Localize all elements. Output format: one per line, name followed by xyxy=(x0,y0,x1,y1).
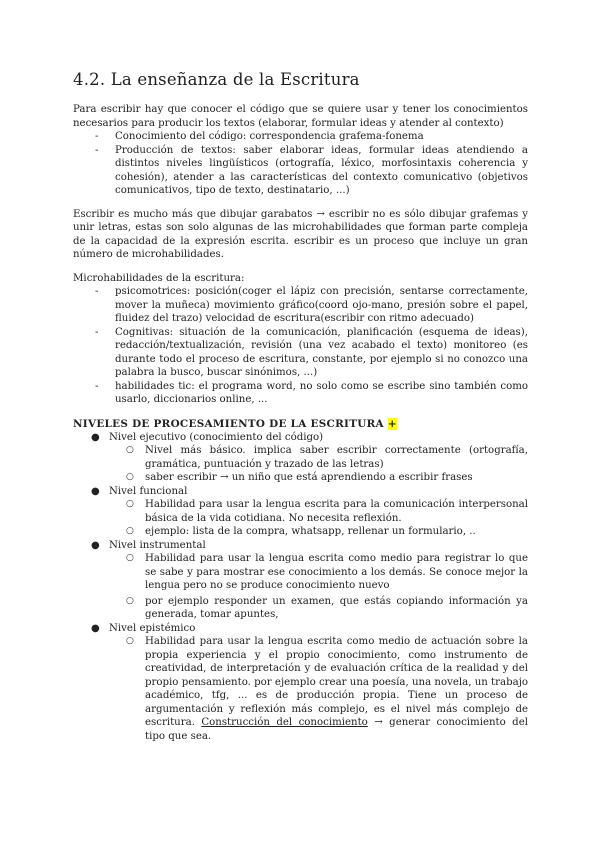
bullet-icon: ● xyxy=(91,539,100,551)
circle-bullet-icon: ○ xyxy=(126,526,134,536)
writing-paragraph: Escribir es mucho más que dibujar garabatos → escribir no es sólo dibujar grafemas y unir letras, estas son solo algunas de las microhabilidades que forman parte compleja de la capacidad de la expresión escrita. escribir es un proceso que incluye un gran número de microhabilidades. xyxy=(73,208,528,260)
level-epistemico xyxy=(89,622,528,744)
underlined-term: Construcción del conocimiento xyxy=(201,717,368,728)
level-instrumental xyxy=(89,539,528,622)
level-title: Nivel funcional xyxy=(109,485,188,497)
bullet-icon: ● xyxy=(91,431,100,443)
circle-bullet-icon: ○ xyxy=(126,499,134,509)
circle-bullet-icon: ○ xyxy=(126,595,134,606)
level-title: Nivel epistémico xyxy=(109,622,196,634)
list-item: - Cognitivas: situación de la comunicación, planificación (esquema de ideas), redacción/textualización, revisión (una vez acabado el texto) monitoreo (es durante todo el proceso de escritura, constante, por ejemplo si no conozco una palabra la busco, buscar sinónimos, ...) xyxy=(95,326,528,380)
circle-bullet-icon: ○ xyxy=(126,636,134,646)
list-item: - Conocimiento del código: correspondencia grafema-fonema xyxy=(95,130,528,144)
list-item: ○ Habilidad para usar la lengua escrita para la comunicación interpersonal básica de la vida cotidiana. No necesita reflexión. xyxy=(126,499,528,524)
list-item: ○ saber escribir → un niño que está aprendiendo a escribir frases xyxy=(126,472,473,483)
list-item: - habilidades tic: el programa word, no solo como se escribe sino también como usarlo, diccionarios online, ... xyxy=(95,380,528,407)
level-title: Nivel ejecutivo (conocimiento del código) xyxy=(109,431,324,443)
circle-bullet-icon: ○ xyxy=(126,553,134,563)
level-title: Nivel instrumental xyxy=(109,539,206,551)
level-funcional xyxy=(89,485,528,539)
list-item: ○ Nivel más básico. implica saber escribir correctamente (ortografía, gramática, puntuación y trazado de las letras) xyxy=(126,445,528,470)
section-title: 4.2. La enseñanza de la Escritura xyxy=(73,70,360,89)
levels-list xyxy=(73,431,528,744)
highlight-mark: + xyxy=(387,417,397,430)
list-item: ○ Habilidad para usar la lengua escrita como medio para registrar lo que se sabe y para mostrar ese conocimiento a los demás. Se conoce mejor la lengua pero no se produce conocimiento nuevo xyxy=(126,553,528,591)
micro-list xyxy=(73,285,528,407)
list-item: - psicomotrices: posición(coger el lápiz con precisión, sentarse correctamente, mover la muñeca) movimiento gráfico(coord ojo-mano, presión sobre el papel, fluidez del trazo) velocidad de escritura(escribir con ritmo adecuado) xyxy=(95,285,528,326)
list-item: ○ por ejemplo responder un examen, que estás copiando información ya generada, tomar apuntes, xyxy=(126,595,528,620)
list-item: ○ ejemplo: lista de la compra, whatsapp, rellenar un formulario, .. xyxy=(126,526,476,537)
intro-list xyxy=(73,130,528,198)
circle-bullet-icon: ○ xyxy=(126,472,134,482)
circle-bullet-icon: ○ xyxy=(126,445,134,455)
list-item: ○ Habilidad para usar la lengua escrita como medio de actuación sobre la propia experiencia y el propio conocimiento, como instrumento de creatividad, de interpretación y de evaluación crítica de la realidad y del propio pensamiento. por ejemplo crear una poesía, una novela, un trabajo académico, tfg, ... es de producción propia. Tiene un proceso de argumentación y reflexión más complejo, es el nivel más complejo de escritura. Construcción del conocimiento → generar conocimiento del tipo que sea. xyxy=(126,636,528,742)
intro-paragraph: Para escribir hay que conocer el código que se quiere usar y tener los conocimientos necesarios para producir los textos (elaborar, formular ideas y atender al contexto) xyxy=(73,104,528,129)
level-ejecutivo xyxy=(89,431,528,485)
bullet-icon: ● xyxy=(91,622,100,634)
levels-heading: NIVELES DE PROCESAMIENTO DE LA ESCRITURA + xyxy=(73,417,397,430)
bullet-icon: ● xyxy=(91,485,100,497)
list-item: - Producción de textos: saber elaborar ideas, formular ideas atendiendo a distintos niveles lingüísticos (ortografía, léxico, morfosintaxis coherencia y cohesión), atender a las características del contexto comunicativo (objetivos comunicativos, tipo de texto, destinatario, ...) xyxy=(95,144,528,198)
micro-heading: Microhabilidades de la escritura: xyxy=(73,272,245,284)
